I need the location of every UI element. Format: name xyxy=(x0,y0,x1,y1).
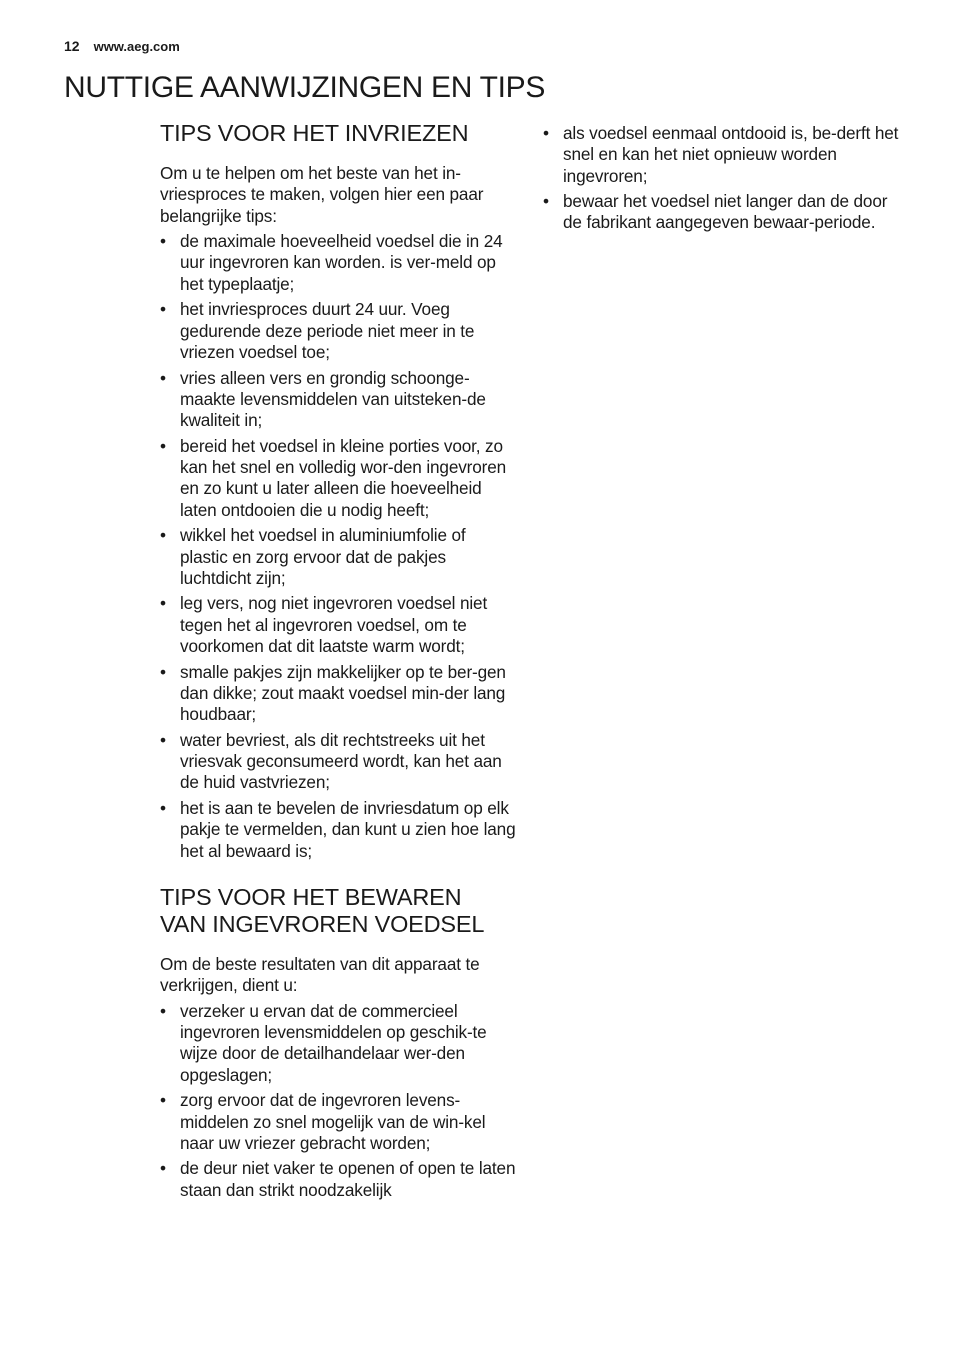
bullet-icon: • xyxy=(543,191,549,212)
list-item-text: wikkel het voedsel in aluminiumfolie of plastic en zorg ervoor dat de pakjes luchtdicht zijn; xyxy=(180,525,466,588)
list-item-text: het invriesproces duurt 24 uur. Voeg gedurende deze periode niet meer in te vriezen voedsel toe; xyxy=(180,299,475,362)
list-item-text: bereid het voedsel in kleine porties voor, zo kan het snel en volledig wor-den ingevroren en zo kunt u later alleen die hoeveelheid laten ontdooien die u nodig heeft; xyxy=(180,435,507,520)
section-intro-freezing: Om u te helpen om het beste van het in-vriesproces te maken, volgen hier een paar belangrijke tips: xyxy=(160,163,484,226)
storing-tips-list xyxy=(160,1001,516,1201)
storing-tips-list-continued xyxy=(543,123,903,234)
bullet-icon: • xyxy=(160,367,166,388)
bullet-icon: • xyxy=(160,661,166,682)
list-item xyxy=(160,798,516,862)
list-item xyxy=(160,525,516,589)
section-heading-storing-line2: VAN INGEVROREN VOEDSEL xyxy=(160,910,485,937)
list-item xyxy=(160,662,516,726)
list-item xyxy=(160,436,516,521)
bullet-icon: • xyxy=(160,525,166,546)
list-item xyxy=(160,368,516,432)
section-heading-storing-line1: TIPS VOOR HET BEWAREN xyxy=(160,883,462,910)
list-item-text: water bevriest, als dit rechtstreeks uit het vriesvak geconsumeerd wordt, kan het aan de huid vastvriezen; xyxy=(180,729,502,793)
list-item xyxy=(543,191,903,234)
section-intro-storing: Om de beste resultaten van dit apparaat te verkrijgen, dient u: xyxy=(160,953,480,996)
left-column xyxy=(160,120,516,1205)
section-heading-freezing: TIPS VOOR HET INVRIEZEN xyxy=(160,120,469,146)
list-item-text: de deur niet vaker te openen of open te laten staan dan strikt noodzakelijk xyxy=(180,1158,516,1200)
right-column xyxy=(543,123,903,238)
bullet-icon: • xyxy=(160,1090,166,1111)
bullet-icon: • xyxy=(160,797,166,818)
bullet-icon: • xyxy=(160,299,166,320)
list-item-text: smalle pakjes zijn makkelijker op te ber-gen dan dikke; zout maakt voedsel min-der lang houdbaar; xyxy=(180,661,506,725)
list-item xyxy=(543,123,903,187)
list-item-text: het is aan te bevelen de invriesdatum op elk pakje te vermelden, dan kunt u zien hoe lang het al bewaard is; xyxy=(180,797,516,861)
list-item xyxy=(160,1158,516,1201)
bullet-icon: • xyxy=(160,593,166,614)
list-item xyxy=(160,299,516,363)
website-url: www.aeg.com xyxy=(93,39,180,54)
list-item xyxy=(160,593,516,657)
list-item xyxy=(160,231,516,295)
bullet-icon: • xyxy=(160,1158,166,1179)
bullet-icon: • xyxy=(160,729,166,750)
list-item-text: als voedsel eenmaal ontdooid is, be-derft het snel en kan het niet opnieuw worden ingevroren; xyxy=(563,123,899,186)
page-title: NUTTIGE AANWIJZINGEN EN TIPS xyxy=(64,71,546,104)
list-item-text: de maximale hoeveelheid voedsel die in 24 uur ingevroren kan worden. is ver-meld op het typeplaatje; xyxy=(180,231,503,294)
list-item-text: bewaar het voedsel niet langer dan de door de fabrikant aangegeven bewaar-periode. xyxy=(563,191,888,233)
list-item xyxy=(160,730,516,794)
list-item xyxy=(160,1090,516,1154)
bullet-icon: • xyxy=(160,435,166,456)
list-item-text: leg vers, nog niet ingevroren voedsel niet tegen het al ingevroren voedsel, om te voorkomen dat dit laatste warm wordt; xyxy=(180,593,488,657)
bullet-icon: • xyxy=(543,123,549,143)
list-item-text: vries alleen vers en grondig schoonge-maakte levensmiddelen van uitsteken-de kwaliteit in; xyxy=(180,367,486,431)
section-heading-storing xyxy=(160,884,516,938)
list-item-text: zorg ervoor dat de ingevroren levens-middelen zo snel mogelijk van de win-kel naar uw vriezer gebracht worden; xyxy=(180,1090,486,1153)
bullet-icon: • xyxy=(160,231,166,252)
page-number: 12 xyxy=(64,38,80,54)
bullet-icon: • xyxy=(160,1000,166,1021)
page-header xyxy=(64,38,180,54)
list-item-text: verzeker u ervan dat de commercieel ingevroren levensmiddelen op geschik-te wijze door de detailhandelaar wer-den opgeslagen; xyxy=(180,1000,487,1085)
list-item xyxy=(160,1001,516,1086)
freezing-tips-list xyxy=(160,231,516,862)
